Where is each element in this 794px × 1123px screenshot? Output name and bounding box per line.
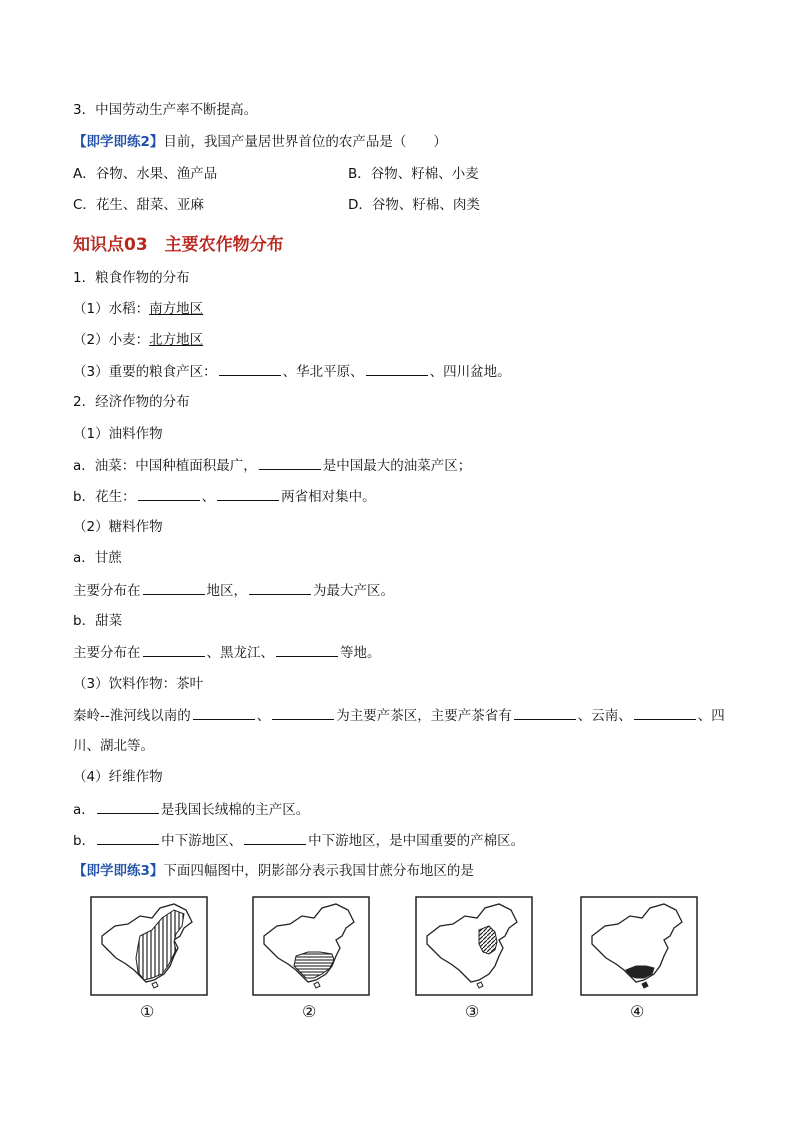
tea-sep-1: 、	[256, 708, 271, 724]
fiber-b-mid-text: 中下游地区、	[161, 833, 243, 849]
oil-crop-title: （1）油料作物	[73, 426, 163, 442]
grain-areas-label: （3）重要的粮食产区：	[73, 364, 217, 380]
tea-label: 秦岭--淮河线以南的	[73, 708, 191, 724]
map-label-4: ④	[630, 1002, 645, 1021]
blank-tea-1[interactable]	[193, 706, 255, 720]
fiber-a-end-text: 是我国长绒棉的主产区。	[160, 802, 310, 818]
practice3-line	[73, 862, 474, 880]
map-label-2: ②	[302, 1002, 317, 1021]
tea-line	[73, 706, 725, 725]
map-label-3: ③	[465, 1002, 480, 1021]
blank-peanut-1[interactable]	[138, 487, 200, 501]
sugar-crop-title: （2）糖料作物	[73, 519, 163, 535]
practice2-tag: 【即学即练2】	[73, 134, 164, 150]
blank-cane-2[interactable]	[249, 581, 311, 595]
blank-beet-1[interactable]	[143, 643, 205, 657]
fiber-b-line	[73, 831, 524, 850]
blank-tea-4[interactable]	[634, 706, 696, 720]
blank-peanut-2[interactable]	[217, 487, 279, 501]
cash-crop-heading: 2．经济作物的分布	[73, 394, 190, 410]
fiber-b-label: b．	[73, 833, 96, 849]
intro-line: 3．中国劳动生产率不断提高。	[73, 102, 258, 118]
fiber-title: （4）纤维作物	[73, 769, 163, 785]
option-d[interactable]: D．谷物、籽棉、肉类	[348, 197, 480, 213]
rice-label: （1）水稻：	[73, 301, 150, 317]
tea-title: （3）饮料作物：茶叶	[73, 676, 204, 692]
practice2-question: 目前，我国产量居世界首位的农产品是（ ）	[163, 134, 447, 150]
blank-rapeseed[interactable]	[259, 456, 321, 470]
beet-end-text: 等地。	[340, 645, 381, 661]
rice-line	[73, 300, 203, 318]
cane-end-text: 为最大产区。	[313, 583, 394, 599]
fiber-a-line	[73, 800, 309, 819]
beet-title: b．甜菜	[73, 613, 123, 629]
option-a[interactable]: A．谷物、水果、渔产品	[73, 166, 218, 182]
blank-cane-1[interactable]	[143, 581, 205, 595]
rapeseed-end-text: 是中国最大的油菜产区；	[322, 458, 472, 474]
peanut-label: b．花生：	[73, 489, 136, 505]
map-label-1: ①	[140, 1002, 155, 1021]
cane-mid-text: 地区，	[206, 583, 247, 599]
option-c[interactable]: C．花生、甜菜、亚麻	[73, 197, 204, 213]
wheat-line	[73, 331, 203, 349]
beet-mid-text: 、黑龙江、	[206, 645, 274, 661]
blank-fiber-b-2[interactable]	[244, 831, 306, 845]
blank-beet-2[interactable]	[276, 643, 338, 657]
blank-fiber-b-1[interactable]	[97, 831, 159, 845]
rice-region: 南方地区	[149, 301, 204, 317]
tea-continuation: 川、湖北等。	[73, 738, 154, 754]
rapeseed-line	[73, 456, 471, 475]
blank-tea-2[interactable]	[272, 706, 334, 720]
grain-areas-line	[73, 362, 511, 381]
practice2-line	[73, 133, 447, 151]
blank-grain-2[interactable]	[366, 362, 428, 376]
blank-fiber-a[interactable]	[97, 800, 159, 814]
map-option-3[interactable]	[415, 896, 533, 996]
tea-yunnan-text: 、云南、	[577, 708, 632, 724]
beet-label: 主要分布在	[73, 645, 141, 661]
fiber-b-end-text: 中下游地区，是中国重要的产棉区。	[308, 833, 525, 849]
wheat-label: （2）小麦：	[73, 332, 150, 348]
tea-end-text: 、四	[697, 708, 725, 724]
wheat-region: 北方地区	[149, 332, 204, 348]
cane-title: a．甘蔗	[73, 550, 122, 566]
blank-tea-3[interactable]	[514, 706, 576, 720]
tea-mid-text: 为主要产茶区，主要产茶省有	[336, 708, 512, 724]
peanut-sep: 、	[201, 489, 216, 505]
beet-line	[73, 643, 381, 662]
practice3-question: 下面四幅图中，阴影部分表示我国甘蔗分布地区的是	[163, 863, 474, 879]
grain-mid-text: 、华北平原、	[282, 364, 364, 380]
option-b[interactable]: B．谷物、籽棉、小麦	[348, 166, 479, 182]
map-option-1[interactable]	[90, 896, 208, 996]
practice3-tag: 【即学即练3】	[73, 863, 164, 879]
fiber-a-label: a．	[73, 802, 95, 818]
map-option-2[interactable]	[252, 896, 370, 996]
rapeseed-label: a．油菜：中国种植面积最广，	[73, 458, 257, 474]
cane-line	[73, 581, 394, 600]
map-option-4[interactable]	[580, 896, 698, 996]
peanut-line	[73, 487, 376, 506]
cane-label: 主要分布在	[73, 583, 141, 599]
peanut-end-text: 两省相对集中。	[281, 489, 376, 505]
grain-heading: 1．粮食作物的分布	[73, 270, 190, 286]
blank-grain-1[interactable]	[219, 362, 281, 376]
grain-end-text: 、四川盆地。	[429, 364, 511, 380]
knowledge-point-title: 知识点03 主要农作物分布	[73, 235, 284, 255]
